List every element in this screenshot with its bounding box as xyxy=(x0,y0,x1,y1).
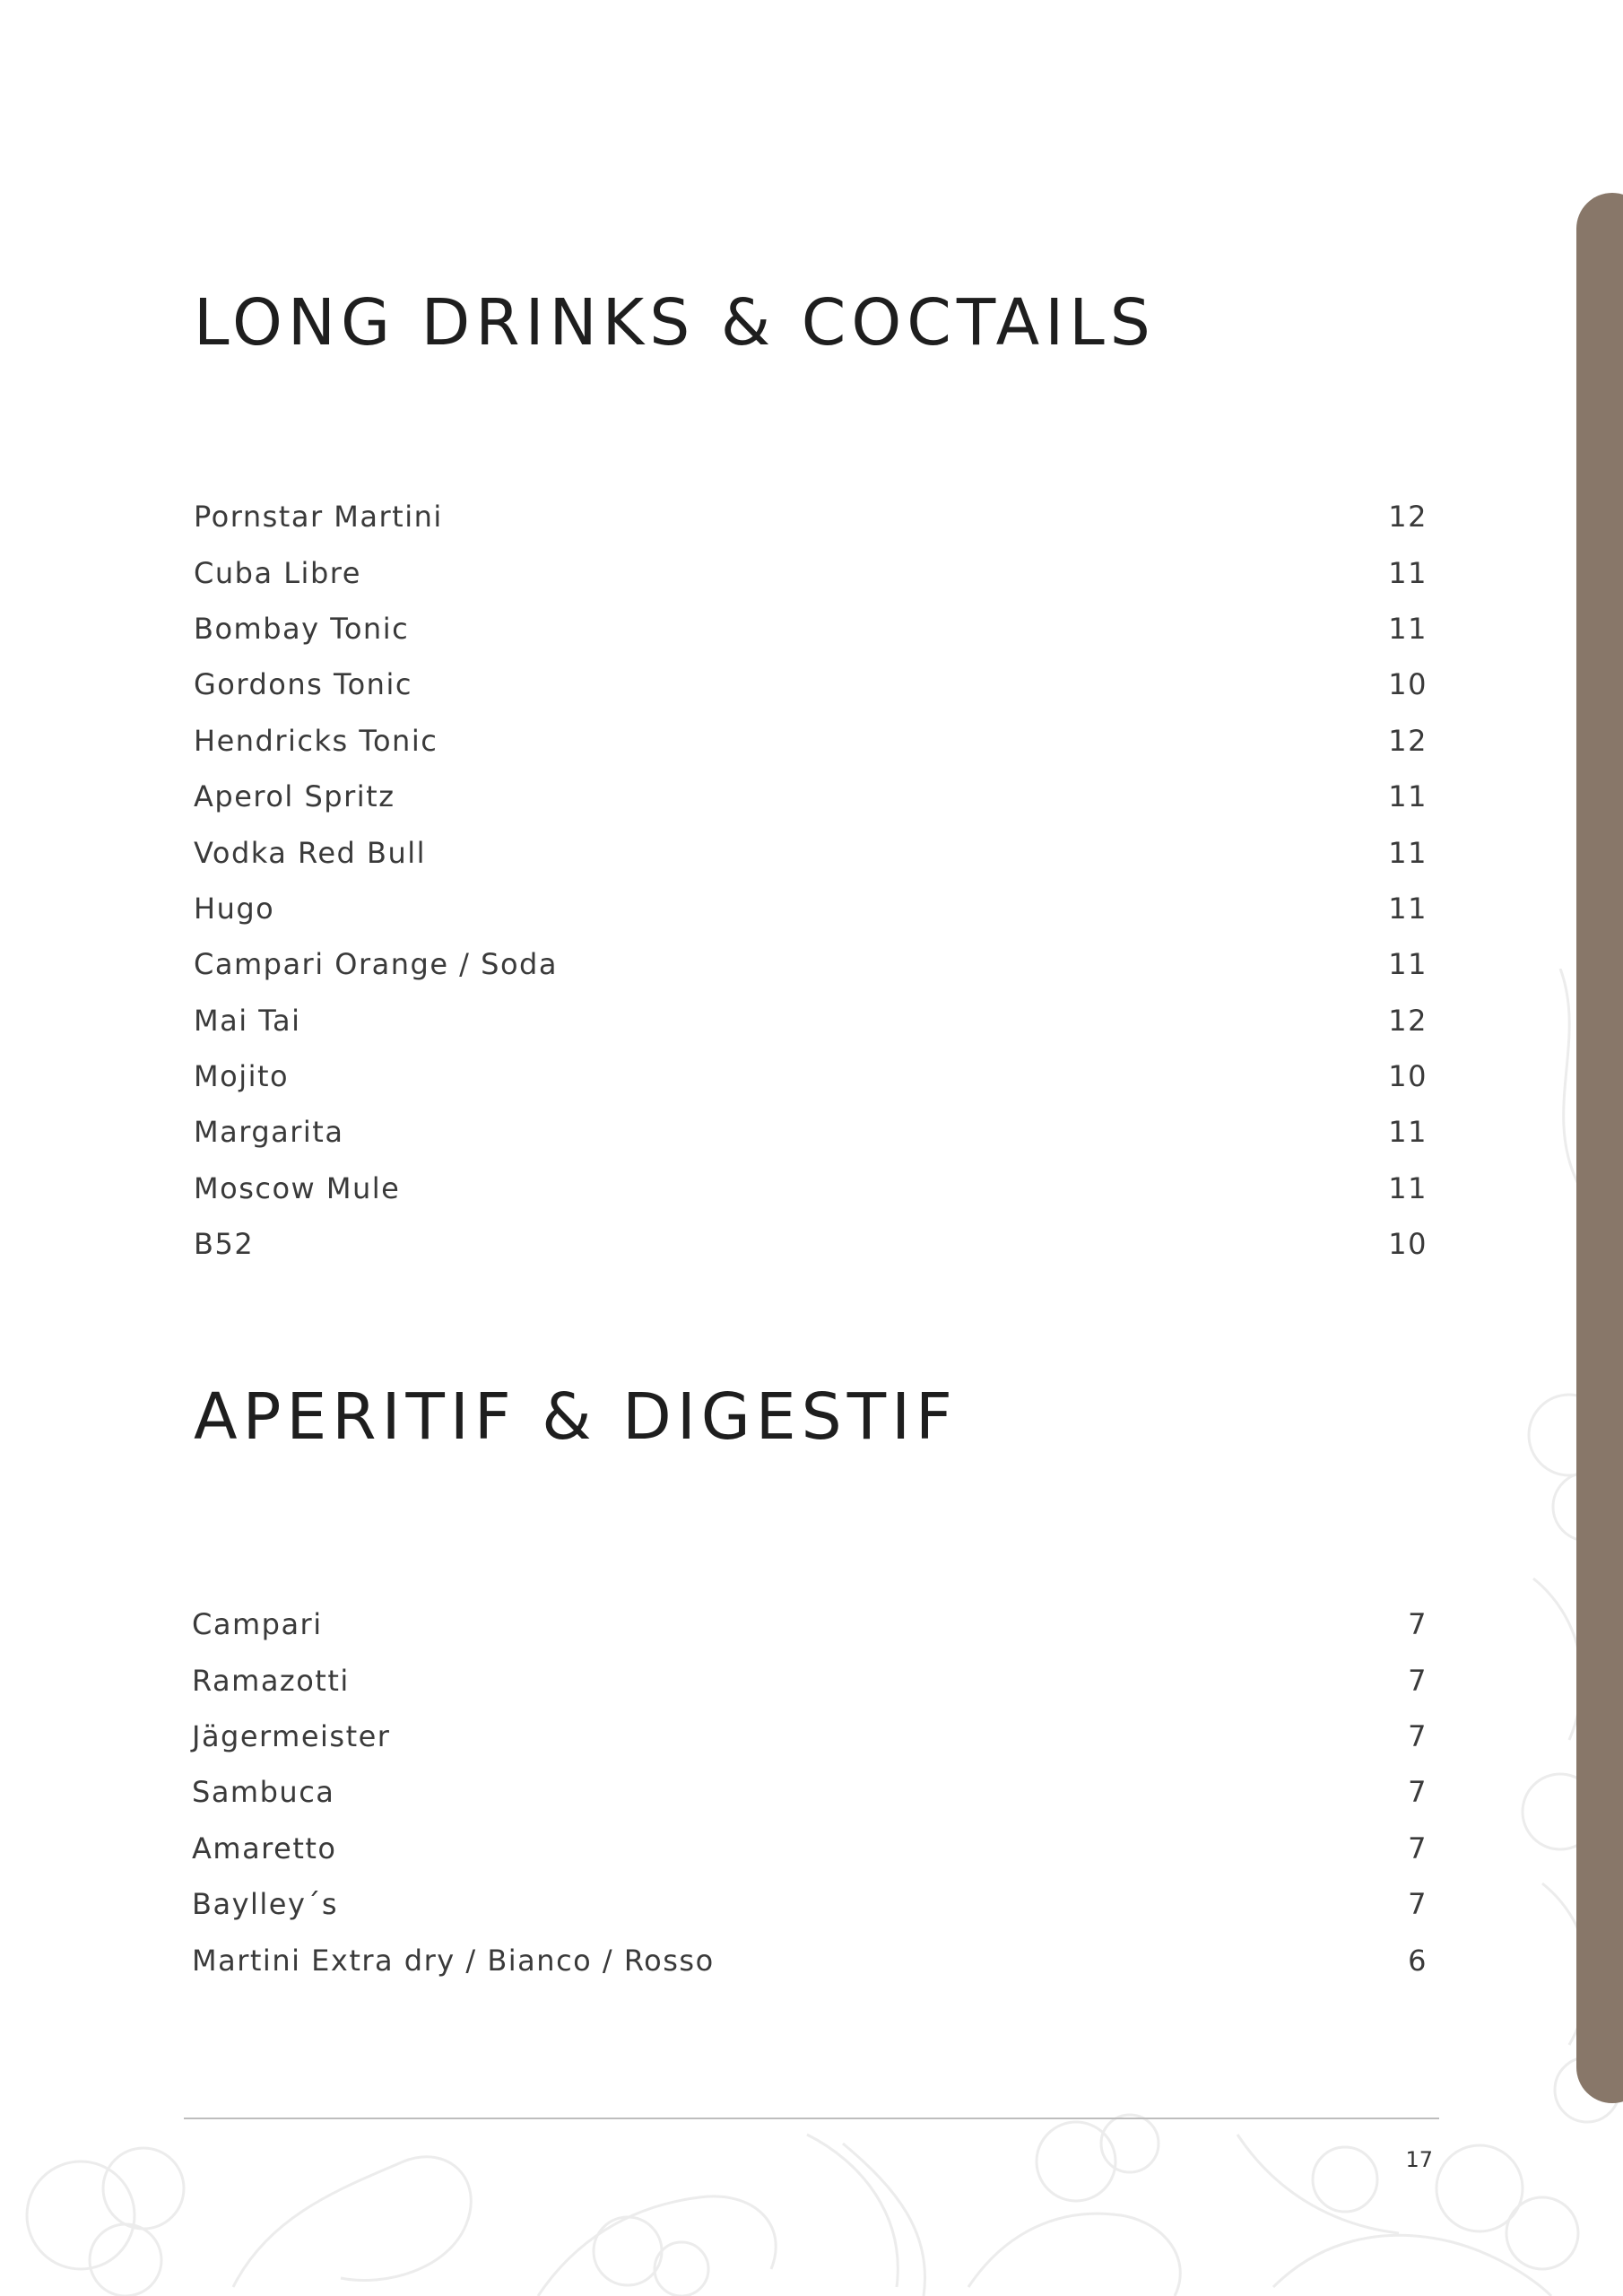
footer-divider xyxy=(184,2118,1439,2119)
item-name: Vodka Red Bull xyxy=(194,835,427,870)
item-name: Baylley´s xyxy=(192,1887,339,1922)
menu-item xyxy=(194,713,1428,769)
menu-item xyxy=(192,1764,1428,1820)
item-price: 7 xyxy=(1408,1718,1428,1753)
side-accent-tab xyxy=(1576,193,1623,2103)
menu-item xyxy=(192,1596,1428,1652)
menu-item xyxy=(194,936,1428,992)
item-name: Ramazotti xyxy=(192,1663,350,1698)
section-title-long-drinks: LONG DRINKS & COCTAILS xyxy=(194,285,1156,360)
item-price: 7 xyxy=(1408,1607,1428,1642)
botanical-illustration-bottom xyxy=(0,2108,1623,2296)
item-name: Campari Orange / Soda xyxy=(194,947,558,982)
menu-item xyxy=(192,1932,1428,1987)
item-name: Pornstar Martini xyxy=(194,500,443,535)
menu-item xyxy=(194,601,1428,657)
item-price: 7 xyxy=(1408,1887,1428,1922)
menu-item xyxy=(194,1048,1428,1104)
item-price: 10 xyxy=(1388,1227,1428,1262)
item-name: Gordons Tonic xyxy=(194,667,412,702)
item-name: Martini Extra dry / Bianco / Rosso xyxy=(192,1943,715,1978)
item-price: 12 xyxy=(1388,723,1428,758)
item-price: 11 xyxy=(1388,891,1428,926)
menu-item xyxy=(194,881,1428,936)
menu-item xyxy=(194,1104,1428,1160)
item-name: Jägermeister xyxy=(192,1718,391,1753)
item-name: Hugo xyxy=(194,891,275,926)
item-name: Hendricks Tonic xyxy=(194,723,438,758)
menu-item xyxy=(194,993,1428,1048)
menu-item xyxy=(194,489,1428,544)
page-number: 17 xyxy=(1405,2147,1433,2172)
item-price: 6 xyxy=(1408,1943,1428,1978)
menu-item xyxy=(194,657,1428,712)
item-price: 7 xyxy=(1408,1831,1428,1866)
item-price: 11 xyxy=(1388,611,1428,646)
item-price: 11 xyxy=(1388,947,1428,982)
item-name: Sambuca xyxy=(192,1775,335,1810)
menu-item xyxy=(192,1876,1428,1932)
item-name: Mai Tai xyxy=(194,1003,301,1038)
menu-item xyxy=(194,769,1428,824)
menu-item xyxy=(192,1821,1428,1876)
item-price: 10 xyxy=(1388,1059,1428,1094)
item-price: 11 xyxy=(1388,1115,1428,1150)
menu-item xyxy=(192,1652,1428,1708)
menu-item xyxy=(194,1216,1428,1272)
item-name: Cuba Libre xyxy=(194,555,361,590)
item-name: Margarita xyxy=(194,1115,344,1150)
item-name: Aperol Spritz xyxy=(194,779,395,814)
item-name: Amaretto xyxy=(192,1831,337,1866)
menu-list-aperitif xyxy=(192,1596,1428,1988)
item-name: Mojito xyxy=(194,1059,290,1094)
item-price: 11 xyxy=(1388,779,1428,814)
menu-item xyxy=(192,1709,1428,1764)
menu-item xyxy=(194,824,1428,880)
item-price: 11 xyxy=(1388,835,1428,870)
item-name: B52 xyxy=(194,1227,255,1262)
item-price: 12 xyxy=(1388,500,1428,535)
menu-item xyxy=(194,1161,1428,1216)
menu-list-long-drinks xyxy=(194,489,1428,1272)
section-title-aperitif: APERITIF & DIGESTIF xyxy=(194,1379,958,1454)
item-price: 11 xyxy=(1388,555,1428,590)
item-price: 10 xyxy=(1388,667,1428,702)
item-price: 7 xyxy=(1408,1775,1428,1810)
item-price: 12 xyxy=(1388,1003,1428,1038)
item-price: 7 xyxy=(1408,1663,1428,1698)
item-name: Campari xyxy=(192,1607,323,1642)
item-name: Moscow Mule xyxy=(194,1170,401,1205)
menu-item xyxy=(194,544,1428,600)
item-price: 11 xyxy=(1388,1170,1428,1205)
item-name: Bombay Tonic xyxy=(194,611,410,646)
